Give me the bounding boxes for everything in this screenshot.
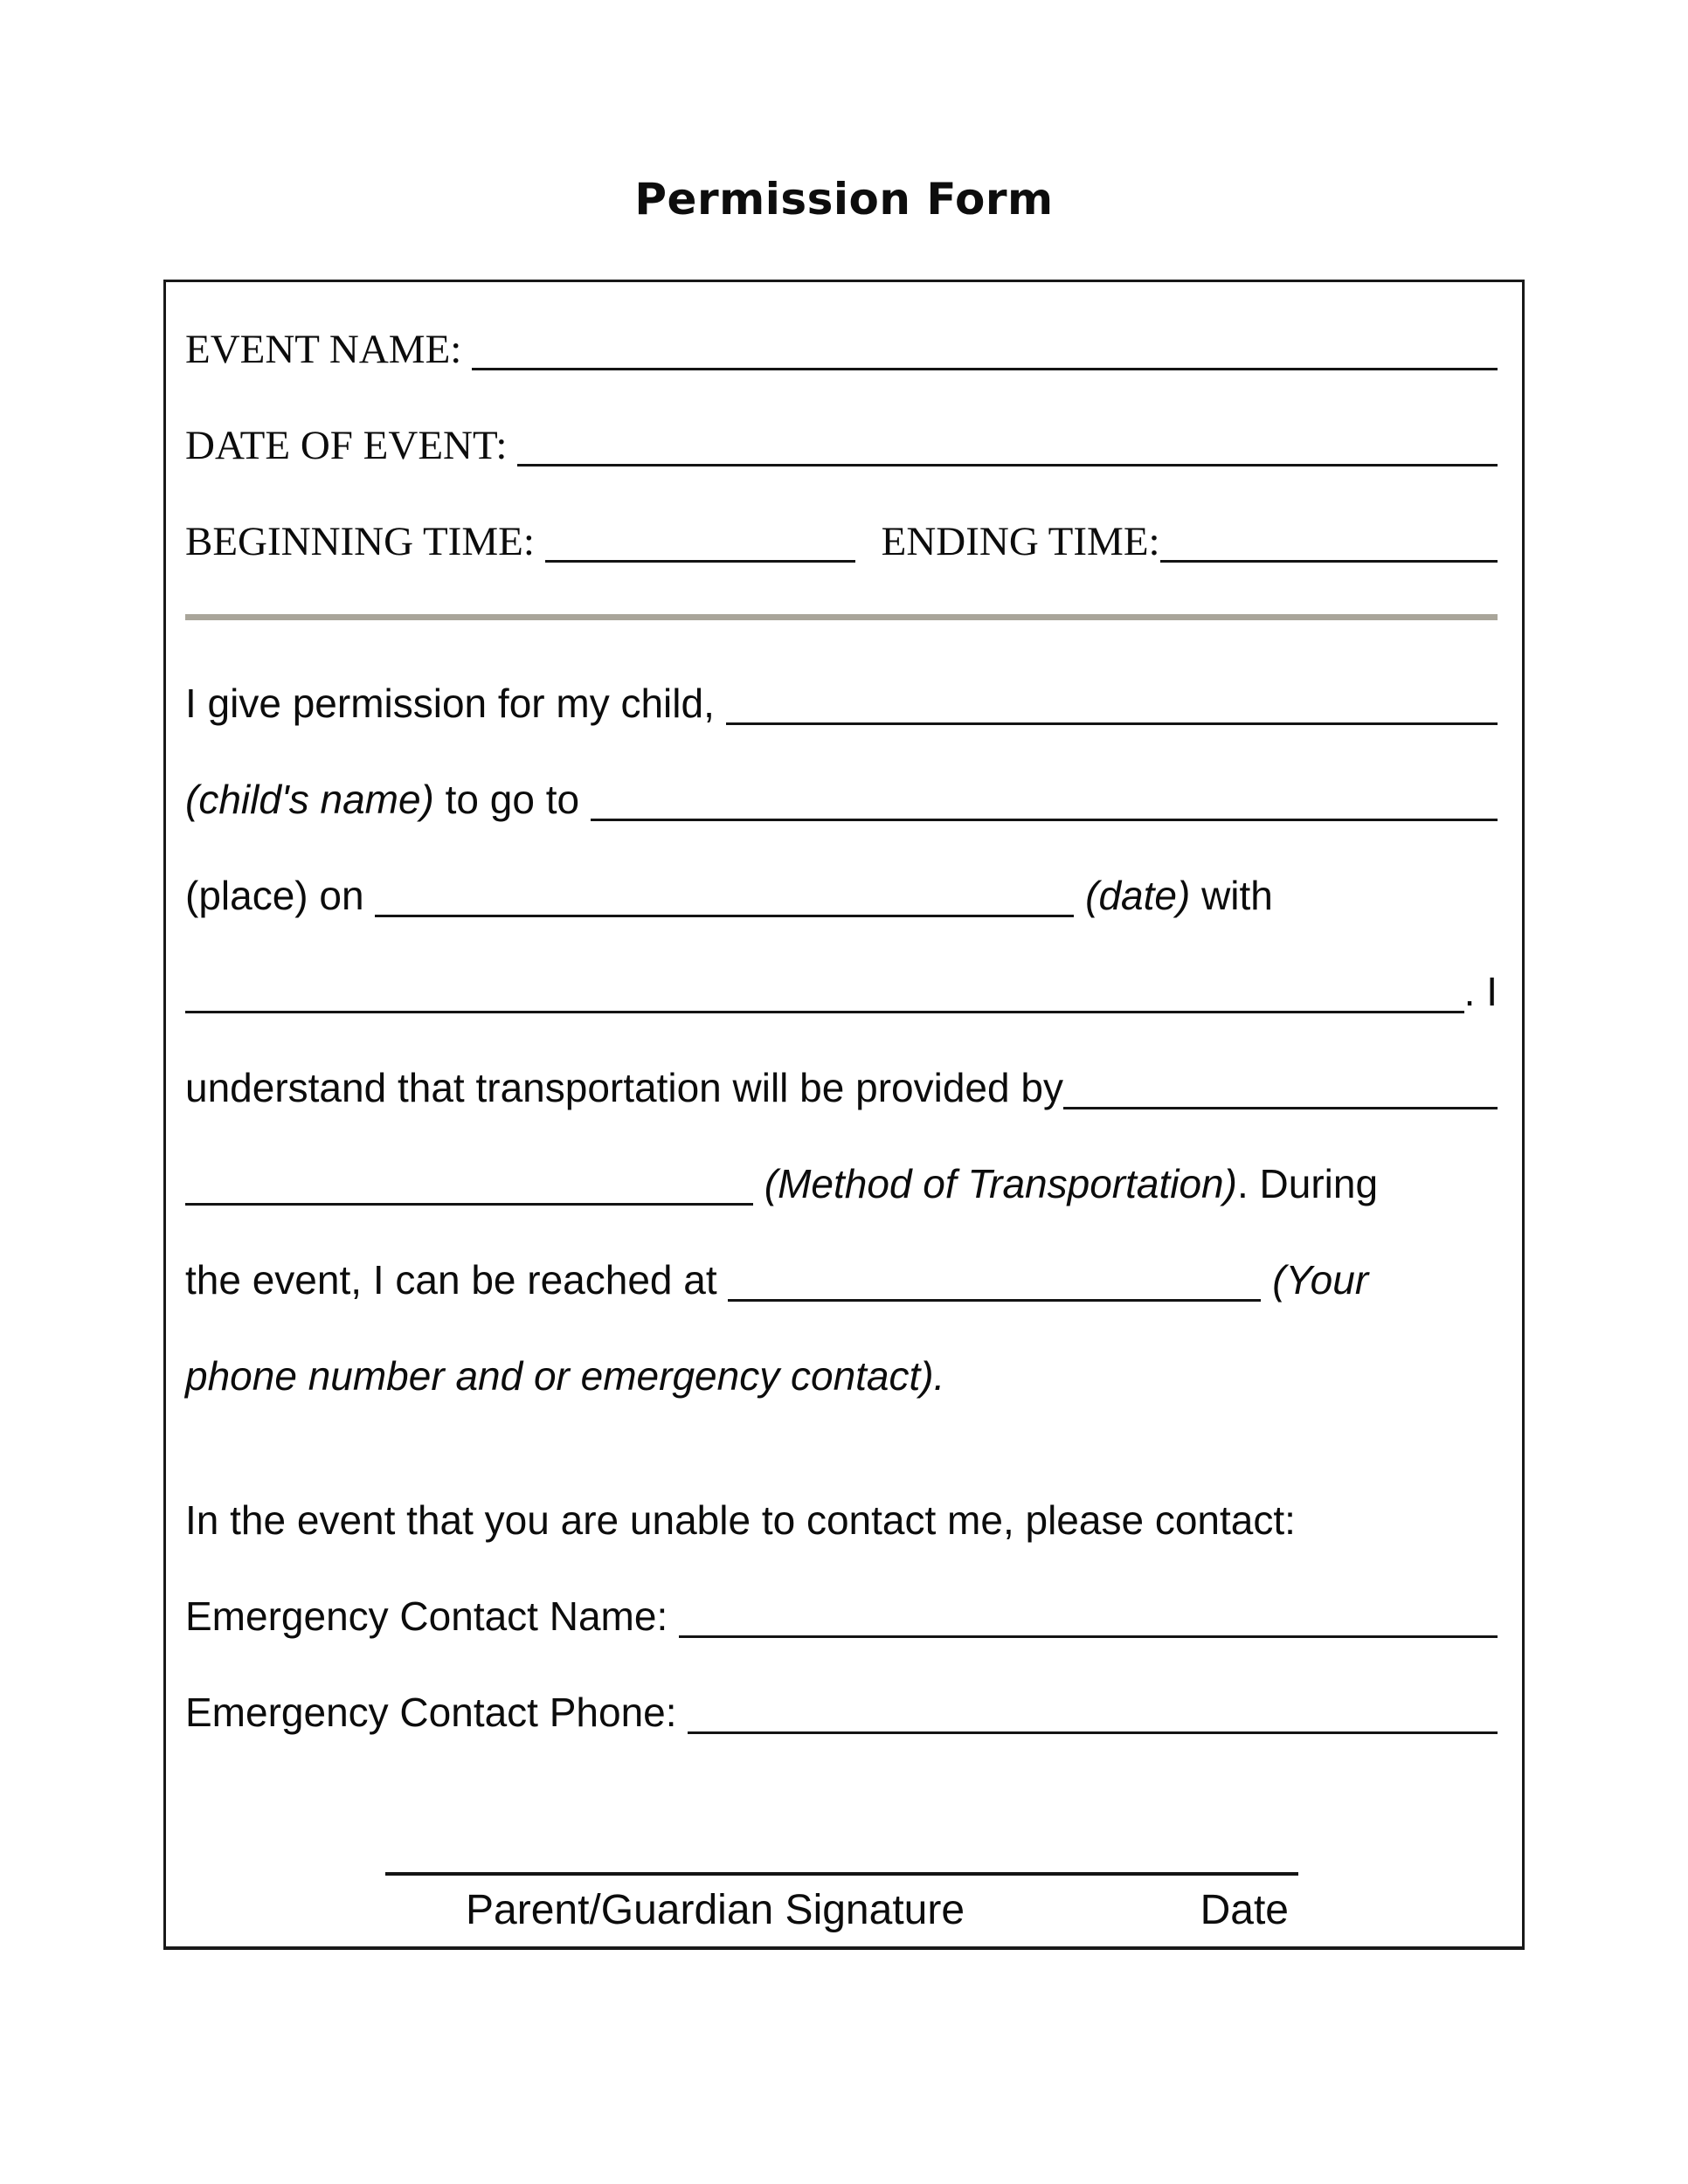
emergency-contact-phone-row	[185, 1689, 1498, 1785]
text-segment: (place) on	[185, 873, 376, 918]
blank-line	[688, 1731, 1498, 1734]
times-row	[185, 518, 1498, 569]
date-of-event-row	[185, 422, 1498, 473]
permission-paragraph	[185, 680, 1498, 1448]
text-segment: (Your	[1261, 1257, 1369, 1303]
signature-labels	[378, 1886, 1304, 1934]
paragraph-line-7	[185, 1256, 1498, 1352]
contact-intro-text: In the event that you are unable to contact me, please contact:	[185, 1497, 1296, 1543]
blank-line	[679, 1635, 1498, 1638]
blank-line	[591, 819, 1498, 821]
text-segment: Emergency Contact Phone:	[185, 1690, 688, 1735]
paragraph-line-6	[185, 1160, 1498, 1256]
blank-line	[185, 1203, 753, 1206]
text-segment: with	[1190, 873, 1273, 918]
text-segment: (child's name)	[185, 777, 434, 822]
section-divider	[185, 614, 1498, 620]
signature-line	[385, 1872, 1298, 1876]
text-segment: I give permission for my child,	[185, 681, 726, 726]
text-segment: . During	[1236, 1161, 1379, 1206]
blank-line	[472, 368, 1498, 370]
blank-line	[1160, 560, 1498, 563]
blank-line	[375, 915, 1074, 917]
text-segment: phone number and or emergency contact).	[185, 1353, 945, 1399]
text-segment: the event, I can be reached at	[185, 1257, 729, 1303]
text-segment: . I	[1463, 969, 1498, 1014]
text-segment: to go to	[433, 777, 591, 822]
blank-line	[726, 722, 1498, 725]
field-label: DATE OF EVENT:	[185, 423, 518, 468]
text-segment: (Method of Transportation)	[753, 1161, 1237, 1206]
paragraph-line-8	[185, 1352, 1498, 1448]
permission-form-box	[163, 280, 1525, 1950]
paragraph-line-4	[185, 968, 1498, 1064]
contact-intro	[185, 1496, 1498, 1593]
blank-line	[728, 1299, 1261, 1302]
paragraph-line-2	[185, 776, 1498, 872]
blank-line	[517, 464, 1498, 467]
paragraph-line-3	[185, 872, 1498, 968]
signature-block	[378, 1872, 1304, 1934]
paragraph-line-1	[185, 680, 1498, 776]
blank-line	[185, 1011, 1464, 1013]
paragraph-line-5	[185, 1064, 1498, 1160]
field-label: EVENT NAME:	[185, 327, 473, 372]
field-label: ENDING TIME:	[881, 519, 1160, 564]
date-label: Date	[1200, 1887, 1289, 1933]
emergency-contact-name-row	[185, 1593, 1498, 1689]
blank-line	[1063, 1107, 1498, 1109]
text-segment: (date)	[1074, 873, 1191, 918]
page-title: Permission Form	[634, 174, 1054, 225]
text-segment: Emergency Contact Name:	[185, 1593, 680, 1639]
field-label: BEGINNING TIME:	[185, 519, 545, 564]
parent-guardian-signature-label: Parent/Guardian Signature	[466, 1887, 965, 1933]
event-name-row	[185, 326, 1498, 377]
blank-line	[545, 560, 855, 563]
text-segment: understand that transportation will be provided by	[185, 1065, 1063, 1110]
